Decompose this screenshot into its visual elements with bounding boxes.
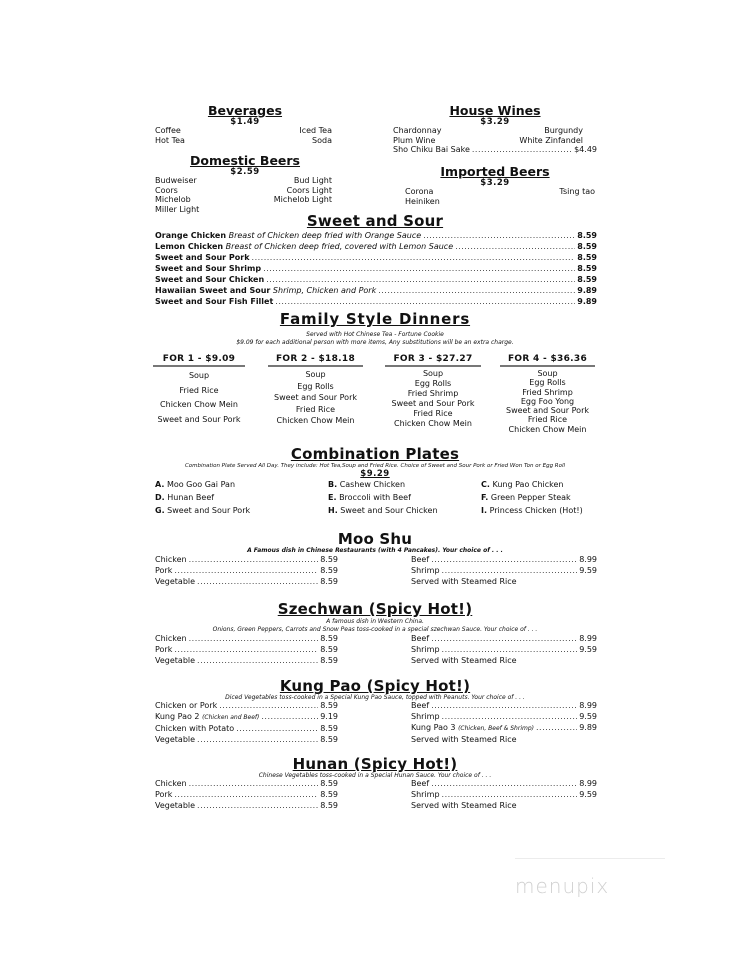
combo-title: Combination Plates	[290, 445, 460, 463]
combo-name: Green Pepper Steak	[490, 493, 571, 502]
imported-beers-title: Imported Beers	[440, 164, 550, 179]
menu-item	[155, 700, 338, 711]
menu-item-name: Beef	[411, 555, 430, 564]
menu-item-price: 8.99	[579, 701, 597, 710]
kung-pao-title: Kung Pao (Spicy Hot!)	[279, 677, 471, 695]
family-item: Fried Shrimp	[407, 389, 459, 398]
family-item: Sweet and Sour Pork	[274, 393, 357, 402]
combo-name: Princess Chicken (Hot!)	[489, 506, 583, 515]
menu-item: Coffee	[155, 126, 181, 135]
family-item: Chicken Chow Mein	[160, 400, 238, 409]
kung-pao-note: Diced Vegetables toss-cooked in a Special Kung Pao Sauce, topped with Peanuts. Your choice of . . .	[225, 694, 525, 701]
szechwan-note-1: A famous dish in Western China.	[326, 618, 424, 625]
family-item: Sweet and Sour Pork	[506, 406, 589, 416]
menu-item-name: Lemon Chicken	[155, 242, 224, 251]
family-item: Chicken Chow Mein	[394, 419, 472, 428]
menu-item-name: Sweet and Sour Chicken	[155, 275, 265, 284]
combo-item	[481, 506, 601, 515]
combo-name: Cashew Chicken	[339, 480, 406, 489]
combo-letter: A.	[155, 480, 165, 489]
family-col-3	[385, 354, 481, 429]
kung-pao-left	[155, 700, 338, 745]
menu-item-price: 9.59	[579, 566, 597, 575]
combo-item	[155, 480, 328, 489]
menu-item-price: 8.59	[320, 577, 338, 586]
szechwan-title: Szechwan (Spicy Hot!)	[277, 600, 473, 618]
menu-item	[155, 230, 597, 241]
combo-name: Hunan Beef	[167, 493, 215, 502]
combo-item	[328, 506, 481, 515]
combo-letter: C.	[481, 480, 490, 489]
family-item: Soup	[537, 369, 558, 378]
menu-item-name: Chicken with Potato	[155, 724, 235, 733]
menu-item	[155, 274, 597, 285]
menu-item-price: 9.59	[579, 712, 597, 721]
menu-item-price: 8.59	[320, 801, 338, 810]
menu-item	[155, 241, 597, 252]
menu-item-price: 8.59	[320, 656, 338, 665]
menu-item	[411, 565, 597, 576]
family-item: Egg Rolls	[529, 378, 566, 388]
menu-item: Corona	[405, 187, 434, 196]
family-item: Soup	[305, 370, 326, 379]
menu-item-name: Chicken	[155, 779, 187, 788]
menu-item	[155, 252, 597, 263]
beverages-list	[155, 126, 332, 145]
family-item: Chicken Chow Mein	[508, 424, 587, 434]
combo-letter: H.	[328, 506, 338, 515]
family-item: Fried Rice	[295, 404, 336, 414]
hunan-right	[411, 778, 597, 811]
family-item: Fried Rice	[179, 385, 219, 395]
sweet-sour-list	[155, 230, 597, 307]
menu-item	[155, 263, 597, 274]
combo-item	[481, 493, 601, 502]
menu-item-price: 8.59	[320, 566, 338, 575]
menu-item	[155, 285, 597, 296]
menu-item-price: 9.89	[577, 286, 597, 295]
beverages-title: Beverages	[207, 103, 283, 118]
menu-item: Chardonnay	[393, 126, 442, 135]
menu-item	[155, 296, 597, 307]
menu-item-price: 8.59	[577, 264, 597, 273]
menu-item: Budweiser	[155, 176, 197, 185]
family-col-header: FOR 3 - $27.27	[385, 354, 481, 367]
served-note: Served with Steamed Rice	[411, 735, 517, 744]
menu-item-price: 9.59	[579, 645, 597, 654]
family-item: Fried Shrimp	[522, 387, 573, 397]
combo-letter: F.	[481, 493, 489, 502]
menu-item-name: Shrimp	[411, 790, 440, 799]
menu-item	[155, 655, 338, 666]
menu-item: Heiniken	[405, 196, 440, 206]
domestic-beers-list	[155, 176, 332, 214]
kung-pao-right	[411, 700, 597, 745]
menu-item-name: Orange Chicken	[155, 231, 227, 240]
menu-item-desc: (Chicken, Beef & Shrimp)	[458, 725, 534, 732]
menu-item-name: Shrimp	[411, 712, 440, 721]
served-note: Served with Steamed Rice	[411, 577, 517, 586]
combo-note: Combination Plate Served All Day. They include: Hot Tea,Soup and Fried Rice. Choice of Sweet and Sour Pork or Fried Won Ton or Egg Roll	[184, 463, 566, 469]
combo-letter: E.	[328, 493, 337, 502]
menu-item-name: Vegetable	[155, 801, 196, 810]
combo-letter: B.	[328, 480, 338, 489]
menu-item	[155, 633, 338, 644]
family-item: Egg Rolls	[297, 381, 334, 391]
menu-item	[155, 723, 338, 734]
sweet-sour-title: Sweet and Sour	[306, 212, 444, 230]
menu-item	[411, 711, 597, 722]
moo-shu-title: Moo Shu	[337, 530, 413, 548]
served-note: Served with Steamed Rice	[411, 801, 517, 810]
menu-item	[155, 778, 338, 789]
menu-item-name: Vegetable	[155, 577, 196, 586]
menu-item-price: 8.59	[320, 701, 338, 710]
family-note-1: Served with Hot Chinese Tea - Fortune Cookie	[306, 331, 444, 338]
menu-item-price: 8.59	[320, 634, 338, 643]
served-note: Served with Steamed Rice	[411, 656, 517, 665]
combo-letter: I.	[481, 506, 488, 515]
menu-item-price: 8.59	[577, 253, 597, 262]
family-note-2: $9.09 for each additional person with more items, Any substitutions will be an extra charge.	[236, 339, 514, 346]
menu-item-desc: Shrimp, Chicken and Pork	[272, 286, 377, 295]
menu-item-price: 9.59	[579, 790, 597, 799]
combo-letter: G.	[155, 506, 165, 515]
menu-item-name: Beef	[411, 634, 430, 643]
menu-item: Michelob Light	[273, 195, 332, 205]
combo-name: Sweet and Sour Chicken	[340, 506, 438, 515]
menu-item: Tsing tao	[559, 187, 595, 196]
menu-item: White Zinfandel	[519, 135, 583, 145]
menu-item-name: Beef	[411, 779, 430, 788]
family-col-2	[268, 354, 363, 427]
menu-item: Bud Light	[293, 176, 332, 185]
menu-item: Coors	[155, 185, 178, 195]
menu-item-desc: Breast of Chicken deep fried, covered with Lemon Sauce	[225, 242, 454, 251]
menu-item-name: Hawaiian Sweet and Sour	[155, 286, 271, 295]
menu-item-name: Pork	[155, 790, 173, 799]
menu-item-price: 8.59	[577, 231, 597, 240]
sake-row	[393, 145, 597, 155]
family-item: Egg Rolls	[414, 379, 452, 388]
menu-item-name: Kung Pao 2	[155, 712, 200, 721]
family-item: Soup	[422, 369, 444, 378]
family-col-header: FOR 2 - $18.18	[268, 354, 363, 367]
family-col-header: FOR 4 - $36.36	[500, 354, 595, 367]
moo-shu-right	[411, 554, 597, 587]
family-item: Fried Rice	[413, 409, 453, 418]
menu-item-name: Chicken	[155, 555, 187, 564]
menu-item: Soda	[312, 135, 332, 145]
menu-item-name: Sweet and Sour Pork	[155, 253, 250, 262]
menu-item-price: 8.59	[577, 275, 597, 284]
menu-item	[411, 722, 597, 734]
menu-item	[411, 554, 597, 565]
family-item: Soup	[188, 371, 210, 380]
szechwan-right	[411, 633, 597, 666]
combo-letter: D.	[155, 493, 165, 502]
domestic-beers-title: Domestic Beers	[189, 153, 301, 168]
menu-item	[155, 734, 338, 745]
family-item: Chicken Chow Mein	[276, 416, 355, 425]
menu-item-price: 8.99	[579, 779, 597, 788]
hunan-title: Hunan (Spicy Hot!)	[292, 755, 458, 773]
menu-item: Hot Tea	[155, 135, 185, 145]
menu-item: Coors Light	[286, 185, 332, 195]
moo-shu-left	[155, 554, 338, 587]
menu-item: Miller Light	[155, 204, 200, 214]
menu-item-name: Shrimp	[411, 645, 440, 654]
combo-item	[155, 493, 328, 502]
menu-item	[411, 700, 597, 711]
family-item: Sweet and Sour Pork	[391, 399, 475, 408]
menu-item	[155, 565, 338, 576]
menu-item-price: 8.99	[579, 555, 597, 564]
combo-price: $9.29	[360, 469, 390, 479]
menu-item-name: Vegetable	[155, 735, 196, 744]
menu-item-name: Sweet and Sour Fish Fillet	[155, 297, 274, 306]
menu-item-name: Chicken	[155, 634, 187, 643]
menu-item-name: Beef	[411, 701, 430, 710]
domestic-beers-price: $2.59	[230, 167, 260, 177]
family-col-header: FOR 1 - $9.09	[153, 354, 245, 367]
beverages-price: $1.49	[230, 117, 260, 127]
menu-item-price: $4.49	[574, 145, 597, 155]
menu-item	[155, 711, 338, 723]
menu-item-price: 9.19	[320, 712, 338, 721]
menu-item-price: 8.59	[320, 724, 338, 733]
imported-beers-price: $3.29	[480, 178, 510, 188]
menu-item-name: Vegetable	[155, 656, 196, 665]
menu-item-name: Sweet and Sour Shrimp	[155, 264, 262, 273]
imported-beers-list	[405, 187, 595, 206]
house-wines-price: $3.29	[480, 117, 510, 127]
menu-item	[155, 789, 338, 800]
menu-item: Burgundy	[544, 126, 583, 135]
family-item: Sweet and Sour Pork	[157, 414, 241, 424]
menu-item-name: Chicken or Pork	[155, 701, 218, 710]
combo-item	[328, 493, 481, 502]
szechwan-left	[155, 633, 338, 666]
combo-name: Sweet and Sour Pork	[167, 506, 251, 515]
menu-item-name: Sho Chiku Bai Sake	[393, 145, 470, 155]
menu-item: Plum Wine	[393, 135, 436, 145]
menu-item-desc: (Chicken and Beef)	[202, 714, 260, 721]
menu-item: Iced Tea	[299, 126, 332, 135]
house-wines-title: House Wines	[449, 103, 541, 118]
menu-item-price: 8.59	[577, 242, 597, 251]
menu-item	[155, 576, 338, 587]
menu-item	[411, 644, 597, 655]
menu-item	[411, 789, 597, 800]
menu-item-price: 9.89	[577, 297, 597, 306]
family-col-1	[153, 354, 245, 427]
watermark-rule	[515, 858, 665, 859]
menu-item-price: 8.59	[320, 555, 338, 564]
menu-item-name: Kung Pao 3	[411, 723, 456, 732]
combo-item	[328, 480, 481, 489]
menu-item-price: 8.59	[320, 779, 338, 788]
menu-item-desc: Breast of Chicken deep fried with Orange Sauce	[228, 231, 422, 240]
family-item: Egg Foo Yong	[520, 396, 575, 406]
watermark-logo: menupix	[515, 874, 610, 898]
combo-item	[155, 506, 328, 515]
family-title: Family Style Dinners	[279, 310, 471, 328]
menu-item	[155, 644, 338, 655]
menu-item-name: Pork	[155, 645, 173, 654]
menu-item-price: 8.99	[579, 634, 597, 643]
menu-item-price: 8.59	[320, 645, 338, 654]
menu-item-price: 8.59	[320, 790, 338, 799]
house-wines-list	[393, 126, 597, 155]
menu-item-name: Shrimp	[411, 566, 440, 575]
menu-item	[155, 800, 338, 811]
combo-name: Moo Goo Gai Pan	[166, 480, 236, 489]
combo-name: Kung Pao Chicken	[492, 480, 564, 489]
family-col-4	[500, 354, 595, 434]
combo-list	[155, 480, 600, 515]
moo-shu-note: A Famous dish in Chinese Restaurants (with 4 Pancakes). Your choice of . . .	[247, 547, 503, 554]
family-item: Fried Rice	[527, 415, 568, 425]
hunan-note: Chinese Vegetables toss-cooked in a Special Hunan Sauce. Your choice of . . .	[258, 772, 492, 779]
menu-item	[411, 778, 597, 789]
combo-item	[481, 480, 601, 489]
combo-name: Broccoli with Beef	[339, 493, 411, 502]
menu-item: Michelob	[155, 195, 191, 205]
szechwan-note-2: Onions, Green Peppers, Carrots and Snow Peas toss-cooked in a special szechwan Sauce. Your choice of . . .	[212, 626, 538, 633]
menu-item	[411, 633, 597, 644]
menu-item-price: 9.89	[579, 723, 597, 732]
hunan-left	[155, 778, 338, 811]
menu-item-price: 8.59	[320, 735, 338, 744]
menu-item	[155, 554, 338, 565]
menu-item-name: Pork	[155, 566, 173, 575]
